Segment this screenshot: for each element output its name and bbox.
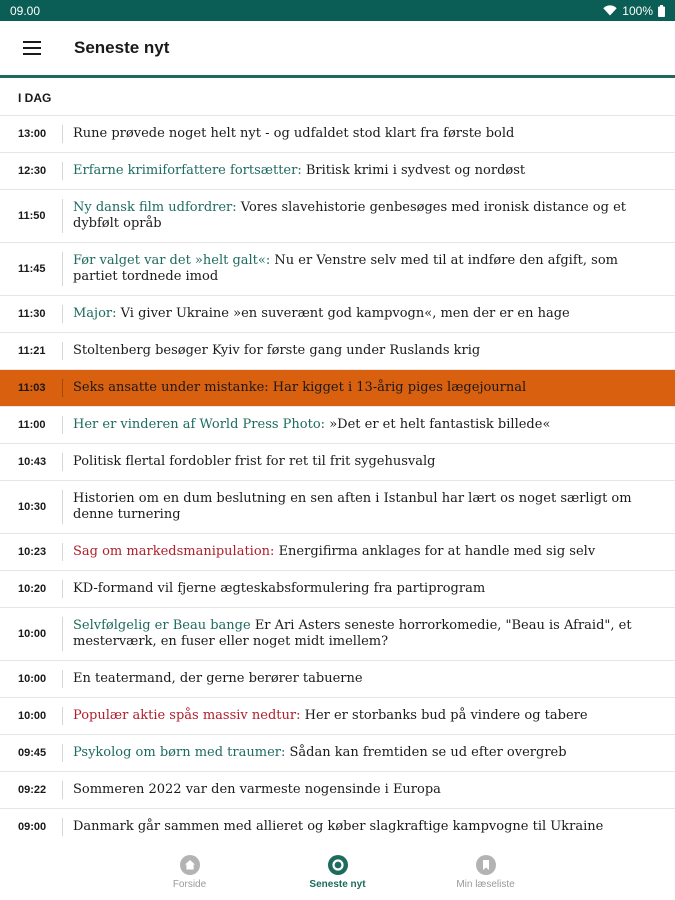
headline-kicker: Selvfølgelig er Beau bange <box>73 618 251 633</box>
headline-text <box>73 454 435 470</box>
nav-label: Min læseliste <box>456 879 515 890</box>
day-header: I DAG <box>0 81 675 116</box>
news-time: 11:21 <box>18 345 46 357</box>
news-time: 11:03 <box>18 382 46 394</box>
news-time: 10:00 <box>18 673 47 685</box>
nav-label: Forside <box>172 879 207 890</box>
news-row[interactable] <box>0 608 675 661</box>
status-time: 09.00 <box>10 3 41 18</box>
headline-kicker: Populær aktie spås massiv nedtur: <box>73 708 301 723</box>
news-row[interactable] <box>0 481 675 534</box>
battery-percent: 100% <box>622 3 653 18</box>
headline-body: Nu er Venstre selv med til at indføre den afgift, som partiet tordnede imod <box>73 253 618 284</box>
news-row[interactable] <box>0 407 675 444</box>
headline-kicker: Major: <box>73 306 117 321</box>
news-headline[interactable] <box>63 661 675 697</box>
news-headline[interactable] <box>63 333 675 369</box>
news-headline[interactable] <box>63 116 675 152</box>
headline-body: »Det er et helt fantastisk billede« <box>325 417 551 432</box>
news-time: 10:43 <box>18 456 47 468</box>
news-row[interactable] <box>0 190 675 243</box>
headline-text <box>73 491 657 523</box>
news-row[interactable] <box>0 698 675 735</box>
headline-text <box>73 708 588 724</box>
news-time: 10:20 <box>18 583 47 595</box>
headline-kicker: Ny dansk film udfordrer: <box>73 200 237 215</box>
news-time: 10:23 <box>18 546 47 558</box>
news-row[interactable] <box>0 534 675 571</box>
bookmark-icon <box>476 855 496 875</box>
headline-text <box>73 618 657 650</box>
news-row[interactable] <box>0 333 675 370</box>
news-headline[interactable] <box>63 190 675 242</box>
news-row[interactable] <box>0 243 675 296</box>
headline-body: Politisk flertal fordobler frist for ret til frit sygehusvalg <box>73 454 436 469</box>
headline-text <box>73 253 657 285</box>
nav-label: Seneste nyt <box>309 879 366 890</box>
latest-news-icon <box>328 855 348 875</box>
headline-body: Seks ansatte under mistanke: Har kigget i 13-årig piges lægejournal <box>73 380 527 395</box>
headline-body: Sådan kan fremtiden se ud efter overgreb <box>285 745 567 760</box>
page-title: Seneste nyt <box>74 38 170 57</box>
news-row[interactable] <box>0 809 675 845</box>
headline-text <box>73 782 441 798</box>
news-row[interactable] <box>0 444 675 481</box>
news-headline[interactable] <box>63 407 675 443</box>
headline-kicker: Psykolog om børn med traumer: <box>73 745 286 760</box>
headline-body: Stoltenberg besøger Kyiv for første gang under Ruslands krig <box>73 343 481 358</box>
news-time: 10:00 <box>18 710 47 722</box>
news-headline[interactable] <box>63 296 675 332</box>
news-time: 12:30 <box>18 165 47 177</box>
headline-text <box>73 163 525 179</box>
news-time: 13:00 <box>18 128 47 140</box>
headline-body: KD-formand vil fjerne ægteskabsformulering fra partiprogram <box>73 581 486 596</box>
headline-text <box>73 306 570 322</box>
headline-body: Britisk krimi i sydvest og nordøst <box>301 163 526 178</box>
headline-text <box>73 819 603 835</box>
nav-item-seneste-nyt[interactable] <box>264 845 412 900</box>
news-headline[interactable] <box>63 608 675 660</box>
news-row[interactable] <box>0 116 675 153</box>
home-icon <box>180 855 200 875</box>
status-icons <box>603 4 665 18</box>
news-headline[interactable] <box>63 698 675 734</box>
headline-text <box>73 417 550 433</box>
headline-body: Vores slavehistorie genbesøges med ironisk distance og et dybfølt opråb <box>73 200 626 231</box>
headline-text <box>73 200 657 232</box>
nav-item-forside[interactable] <box>116 845 264 900</box>
nav-item-min-laeseliste[interactable] <box>412 845 560 900</box>
news-headline[interactable] <box>63 243 675 295</box>
headline-body: Energifirma anklages for at handle med sig selv <box>274 544 596 559</box>
battery-icon <box>658 5 665 17</box>
headline-body: Danmark går sammen med allieret og køber slagkraftige kampvogne til Ukraine <box>73 819 604 834</box>
headline-body: Vi giver Ukraine »en suverænt god kampvogn«, men der er en hage <box>116 306 570 321</box>
news-row[interactable] <box>0 153 675 190</box>
headline-text <box>73 745 567 761</box>
headline-body: En teatermand, der gerne berører tabuerne <box>73 671 363 686</box>
news-headline[interactable] <box>63 571 675 607</box>
news-time: 09:22 <box>18 784 47 796</box>
news-row[interactable] <box>0 735 675 772</box>
news-headline[interactable] <box>63 772 675 808</box>
news-row[interactable] <box>0 370 675 407</box>
headline-text <box>73 544 595 560</box>
headline-body: Er Ari Asters seneste horrorkomedie, "Beau is Afraid", et mesterværk, en fuser eller noget midt imellem? <box>73 618 632 649</box>
news-time: 11:50 <box>18 210 46 222</box>
news-headline[interactable] <box>63 153 675 189</box>
status-bar <box>0 0 675 21</box>
news-time: 09:45 <box>18 747 47 759</box>
headline-kicker: Her er vinderen af World Press Photo: <box>73 417 326 432</box>
headline-text <box>73 126 514 142</box>
headline-kicker: Sag om markedsmanipulation: <box>73 544 275 559</box>
news-time: 10:30 <box>18 501 47 513</box>
news-headline[interactable] <box>63 370 675 406</box>
news-headline[interactable] <box>63 481 675 533</box>
headline-kicker: Erfarne krimiforfattere fortsætter: <box>73 163 302 178</box>
news-headline[interactable] <box>63 534 675 570</box>
bottom-nav <box>0 845 675 900</box>
news-time: 10:00 <box>18 628 47 640</box>
news-headline[interactable] <box>63 444 675 480</box>
news-row[interactable] <box>0 571 675 608</box>
news-time: 11:00 <box>18 419 46 431</box>
news-row[interactable] <box>0 296 675 333</box>
news-headline[interactable] <box>63 735 675 771</box>
menu-icon[interactable] <box>0 20 64 77</box>
news-time: 09:00 <box>18 821 47 833</box>
headline-text <box>73 343 480 359</box>
news-time: 11:30 <box>18 308 46 320</box>
news-feed[interactable] <box>0 81 675 845</box>
headline-text <box>73 581 485 597</box>
news-time: 11:45 <box>18 263 46 275</box>
headline-body: Her er storbanks bud på vindere og tabere <box>300 708 588 723</box>
news-row[interactable] <box>0 772 675 809</box>
headline-body: Rune prøvede noget helt nyt - og udfaldet stod klart fra første bold <box>73 126 515 141</box>
headline-text <box>73 671 363 687</box>
app-bar <box>0 21 675 78</box>
news-row[interactable] <box>0 661 675 698</box>
headline-body: Historien om en dum beslutning en sen aften i Istanbul har lært os noget særligt om denne turnering <box>73 491 632 522</box>
headline-text <box>73 380 526 396</box>
news-headline[interactable] <box>63 809 675 845</box>
feed-list <box>0 116 675 845</box>
wifi-icon <box>603 5 617 16</box>
headline-body: Sommeren 2022 var den varmeste nogensinde i Europa <box>73 782 441 797</box>
headline-kicker: Før valget var det »helt galt«: <box>73 253 271 268</box>
